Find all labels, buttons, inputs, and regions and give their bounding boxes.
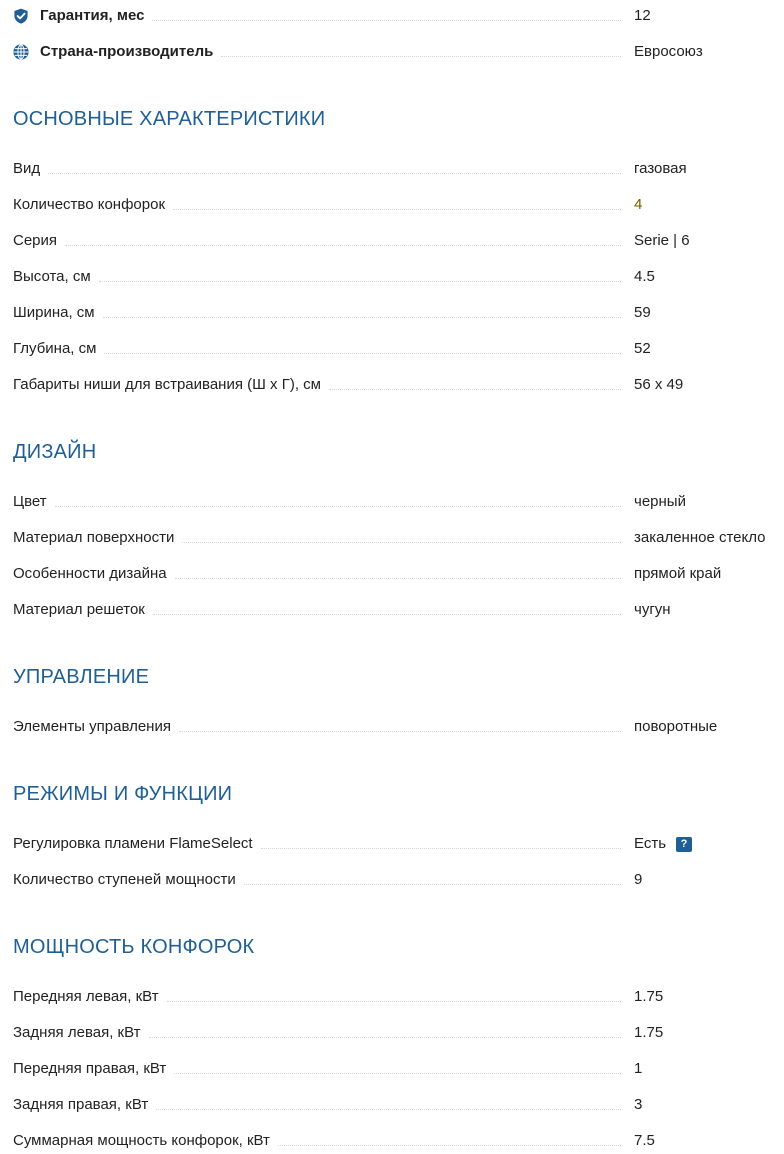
dotted-leader xyxy=(153,614,621,615)
spec-value: 1.75 xyxy=(634,988,664,1005)
spec-row xyxy=(13,194,784,216)
dotted-leader xyxy=(244,884,621,885)
spec-row xyxy=(13,374,784,396)
spec-label: Цвет xyxy=(13,493,47,510)
section-title-burner-power: МОЩНОСТЬ КОНФОРОК xyxy=(13,936,255,958)
spec-label: Передняя правая, кВт xyxy=(13,1060,167,1077)
dotted-leader xyxy=(104,353,621,354)
dotted-leader xyxy=(152,20,621,21)
spec-label: Страна-производитель xyxy=(40,43,214,60)
spec-row xyxy=(13,338,784,360)
spec-label: Передняя левая, кВт xyxy=(13,988,159,1005)
spec-row xyxy=(13,1094,784,1116)
spec-label: Задняя правая, кВт xyxy=(13,1096,149,1113)
dotted-leader xyxy=(329,389,621,390)
dotted-leader xyxy=(173,209,621,210)
spec-value: 1 xyxy=(634,1060,643,1077)
dotted-leader xyxy=(261,848,621,849)
spec-value: Есть xyxy=(634,835,667,852)
spec-row xyxy=(13,1022,784,1044)
section-title-controls: УПРАВЛЕНИЕ xyxy=(13,666,150,688)
help-question-icon[interactable]: ? xyxy=(676,837,692,852)
spec-label: Серия xyxy=(13,232,58,249)
spec-row-warranty xyxy=(13,5,784,27)
spec-value: 9 xyxy=(634,871,643,888)
dotted-leader xyxy=(179,731,621,732)
spec-value: 1.75 xyxy=(634,1024,664,1041)
spec-row xyxy=(13,230,784,252)
spec-row xyxy=(13,869,784,891)
spec-row xyxy=(13,527,784,549)
spec-label: Высота, см xyxy=(13,268,91,285)
dotted-leader xyxy=(156,1109,621,1110)
spec-label: Элементы управления xyxy=(13,718,171,735)
spec-label: Вид xyxy=(13,160,41,177)
dotted-leader xyxy=(48,173,621,174)
spec-label: Габариты ниши для встраивания (Ш х Г), см xyxy=(13,376,321,393)
dotted-leader xyxy=(182,542,621,543)
spec-value: 56 х 49 xyxy=(634,376,684,393)
spec-row xyxy=(13,158,784,180)
spec-value: Serie | 6 xyxy=(634,232,690,249)
spec-row xyxy=(13,716,784,738)
spec-label: Глубина, см xyxy=(13,340,97,357)
globe-icon xyxy=(13,44,29,60)
section-title-modes: РЕЖИМЫ И ФУНКЦИИ xyxy=(13,783,233,805)
section-title-main: ОСНОВНЫЕ ХАРАКТЕРИСТИКИ xyxy=(13,108,326,130)
spec-value: 4.5 xyxy=(634,268,655,285)
section-title-design: ДИЗАЙН xyxy=(13,441,97,463)
spec-value: Евросоюз xyxy=(634,43,703,60)
spec-label: Материал решеток xyxy=(13,601,145,618)
spec-label: Суммарная мощность конфорок, кВт xyxy=(13,1132,270,1149)
dotted-leader xyxy=(55,506,621,507)
spec-value: закаленное стекло xyxy=(634,529,766,546)
spec-row xyxy=(13,833,784,855)
spec-row xyxy=(13,491,784,513)
spec-row xyxy=(13,599,784,621)
dotted-leader xyxy=(175,578,621,579)
dotted-leader xyxy=(278,1145,621,1146)
dotted-leader xyxy=(99,281,621,282)
spec-value: 52 xyxy=(634,340,651,357)
spec-row xyxy=(13,1058,784,1080)
spec-row-country xyxy=(13,41,784,63)
spec-label: Регулировка пламени FlameSelect xyxy=(13,835,253,852)
spec-label: Ширина, см xyxy=(13,304,95,321)
spec-value: 7.5 xyxy=(634,1132,655,1149)
spec-label: Гарантия, мес xyxy=(40,7,145,24)
spec-value-with-help xyxy=(634,833,692,855)
spec-value: 3 xyxy=(634,1096,643,1113)
dotted-leader xyxy=(221,56,621,57)
spec-value: поворотные xyxy=(634,718,718,735)
spec-value: 4 xyxy=(634,196,643,213)
spec-label: Количество ступеней мощности xyxy=(13,871,236,888)
spec-label: Особенности дизайна xyxy=(13,565,167,582)
dotted-leader xyxy=(149,1037,621,1038)
spec-value: чугун xyxy=(634,601,671,618)
shield-check-icon xyxy=(13,8,29,24)
dotted-leader xyxy=(103,317,621,318)
spec-label: Материал поверхности xyxy=(13,529,175,546)
spec-value: 12 xyxy=(634,7,651,24)
dotted-leader xyxy=(174,1073,621,1074)
spec-value: 59 xyxy=(634,304,651,321)
spec-row xyxy=(13,302,784,324)
spec-value: черный xyxy=(634,493,686,510)
spec-value: прямой край xyxy=(634,565,722,582)
dotted-leader xyxy=(65,245,621,246)
spec-row xyxy=(13,266,784,288)
dotted-leader xyxy=(167,1001,621,1002)
spec-row xyxy=(13,1130,784,1152)
spec-row xyxy=(13,986,784,1008)
spec-label: Задняя левая, кВт xyxy=(13,1024,141,1041)
spec-row xyxy=(13,563,784,585)
spec-label: Количество конфорок xyxy=(13,196,166,213)
spec-value: газовая xyxy=(634,160,687,177)
